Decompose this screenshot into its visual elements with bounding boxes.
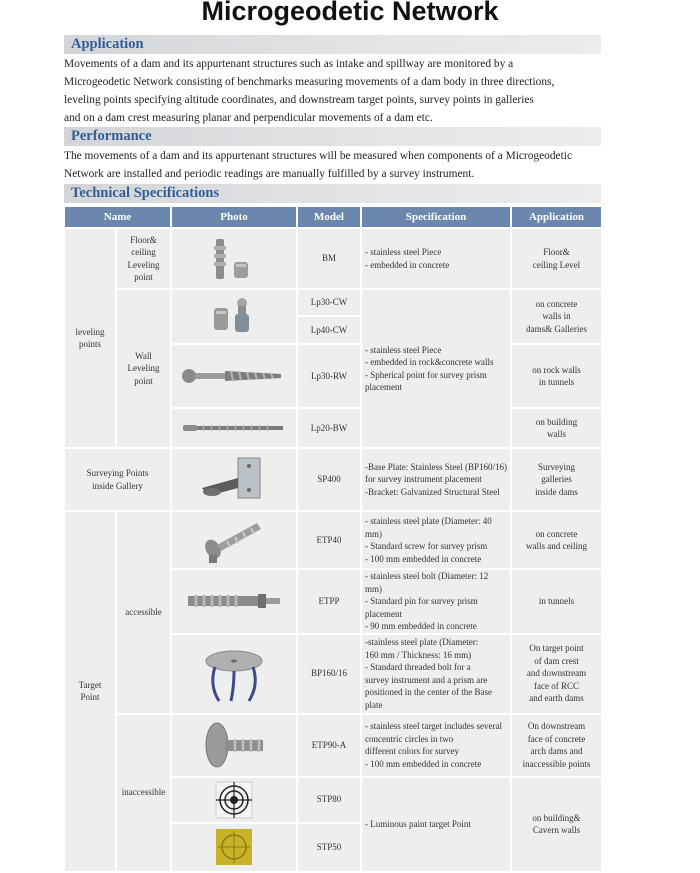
spec-etp40: - stainless steel plate (Diameter: 40 mm) - Standard screw for survey prism - 100 mm embedded in concrete (361, 511, 511, 569)
photo-etp90 (171, 714, 297, 777)
application-lp30-rw: on rock walls in tunnels (511, 344, 602, 408)
spec-etpp: - stainless steel bolt (Diameter: 12 mm) - Standard pin for survey prism placement - 90 mm embedded in concrete (361, 569, 511, 634)
application-line: Movements of a dam and its appurtenant structures such as intake and spillway are monitored by a (64, 58, 514, 70)
header-photo: Photo (171, 206, 297, 228)
table-row (64, 289, 602, 316)
tech-heading: Technical Specifications (71, 185, 220, 201)
model-etp40: ETP40 (297, 511, 361, 569)
spherical-rod-icon (179, 363, 289, 389)
application-etp90: On downstream face of concrete arch dams and inaccessible points (511, 714, 602, 777)
application-etp40: on concrete walls and ceiling (511, 511, 602, 569)
model-lp30-cw: Lp30-CW (297, 289, 361, 316)
photo-stp80 (171, 777, 297, 823)
performance-heading: Performance (71, 128, 152, 144)
table-header-row (64, 206, 602, 228)
table-row (64, 511, 602, 569)
model-stp50: STP50 (297, 823, 361, 872)
header-specification: Specification (361, 206, 511, 228)
model-bm: BM (297, 228, 361, 289)
photo-bm (171, 228, 297, 289)
spec-etp90: - stainless steel target includes several concentric circles in two different colors for survey - 100 mm embedded in concrete (361, 714, 511, 777)
header-application: Application (511, 206, 602, 228)
table-row (64, 448, 602, 511)
model-etp90: ETP90-A (297, 714, 361, 777)
model-lp40-cw: Lp40-CW (297, 316, 361, 344)
spec-wall: - stainless steel Piece - embedded in rock&concrete walls - Spherical point for survey prism placement (361, 289, 511, 448)
threaded-bolt-icon (199, 515, 269, 565)
model-lp30-rw: Lp30-RW (297, 344, 361, 408)
application-paragraph (64, 55, 601, 127)
application-lp-cw: on concrete walls in dams& Galleries (511, 289, 602, 344)
photo-sp400 (171, 448, 297, 511)
application-bp160: On target point of dam crest and downstream face of RCC and earth dams (511, 634, 602, 714)
bracket-icon (194, 454, 274, 506)
group-floor-ceiling: Floor& ceiling Leveling point (116, 228, 171, 289)
header-name: Name (64, 206, 171, 228)
group-target-point: Target Point (64, 511, 116, 872)
application-bm: Floor& ceiling Level (511, 228, 602, 289)
performance-line: The movements of a dam and its appurtenant structures will be measured when components of a Microgeodetic (64, 150, 572, 162)
page-title: Microgeodetic Network (201, 0, 499, 26)
group-inaccessible: inaccessible (116, 714, 171, 872)
bolt-and-nut-icon (204, 294, 264, 340)
luminous-target-icon (214, 827, 254, 867)
group-accessible: accessible (116, 511, 171, 714)
table-row (64, 714, 602, 777)
photo-lp20-bw (171, 408, 297, 448)
application-heading-bar (64, 35, 601, 54)
application-line: leveling points specifying altitude coordinates, and downstream target points, survey points in galleries (64, 94, 534, 106)
base-plate-icon (199, 641, 269, 707)
model-lp20-bw: Lp20-BW (297, 408, 361, 448)
performance-paragraph (64, 147, 601, 183)
spec-stp: - Luminous paint target Point (361, 777, 511, 872)
target-disc-icon (199, 717, 269, 773)
bolt-and-nut-icon (204, 234, 264, 284)
spec-bm: - stainless steel Piece - embedded in concrete (361, 228, 511, 289)
photo-lp30-rw (171, 344, 297, 408)
photo-stp50 (171, 823, 297, 872)
threaded-rod-icon (179, 420, 289, 436)
photo-lp-cw (171, 289, 297, 344)
performance-heading-bar (64, 127, 601, 146)
application-line: and on a dam crest measuring planar and perpendicular movements of a dam etc. (64, 112, 433, 124)
model-etpp: ETPP (297, 569, 361, 634)
group-leveling-points: leveling points (64, 228, 116, 448)
spec-bp160: -stainless steel plate (Diameter: 160 mm / Thickness: 16 mm) - Standard threaded bolt for a survey instrument and a prism are positioned in the center of the Base plate (361, 634, 511, 714)
application-lp20-bw: on building walls (511, 408, 602, 448)
header-model: Model (297, 206, 361, 228)
application-stp: on building& Cavern walls (511, 777, 602, 872)
group-surveying-points: Surveying Points inside Gallery (64, 448, 171, 511)
application-line: Microgeodetic Network consisting of benchmarks measuring movements of a dam body in three directions, (64, 76, 555, 88)
photo-bp160 (171, 634, 297, 714)
crosshair-target-icon (214, 780, 254, 820)
spec-table (63, 205, 603, 873)
table-row (64, 228, 602, 289)
application-etpp: in tunnels (511, 569, 602, 634)
group-wall-leveling: Wall Leveling point (116, 289, 171, 448)
threaded-pin-icon (184, 590, 284, 612)
tech-heading-bar (64, 184, 601, 203)
photo-etpp (171, 569, 297, 634)
model-bp160: BP160/16 (297, 634, 361, 714)
model-stp80: STP80 (297, 777, 361, 823)
performance-line: Network are installed and periodic readings are manually fulfilled by a survey instrument. (64, 168, 475, 180)
application-heading: Application (71, 36, 144, 52)
application-sp400: Surveying galleries inside dams (511, 448, 602, 511)
photo-etp40 (171, 511, 297, 569)
spec-sp400: -Base Plate: Stainless Steel (BP160/16) for survey instrument placement -Bracket: Galvanized Structural Steel (361, 448, 511, 511)
model-sp400: SP400 (297, 448, 361, 511)
